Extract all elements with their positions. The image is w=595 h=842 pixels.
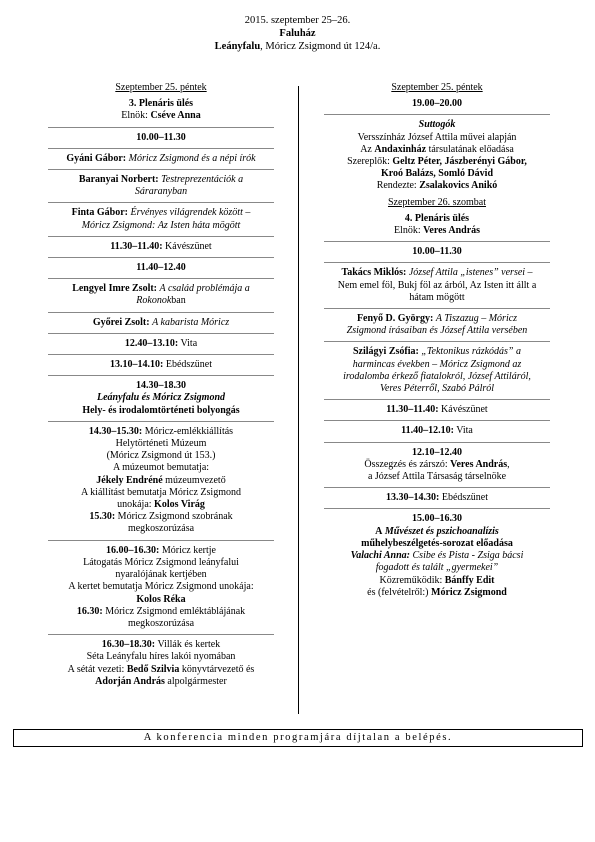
header	[0, 14, 595, 53]
separator	[48, 169, 274, 170]
separator	[48, 257, 274, 258]
separator	[324, 487, 550, 488]
separator	[48, 148, 274, 149]
talk: Szilágyi Zsófia: „Tektonikus rázkódás” a harmincas években – Móricz Zsigmond az irodalomba érkező fiatalokról, József Attiláról, Veres Péterről, Szabó Pálról	[343, 346, 531, 395]
separator	[48, 202, 274, 203]
separator	[48, 127, 274, 128]
program-event: 16.30–18.30: Villák és kertek Séta Leányfalu híres lakói nyomában A sétát vezeti: Bedő Szilvia könyvtárvezető és Adorján András alpolgármester	[67, 639, 255, 687]
talk: Baranyai Norbert: Testreprezentációk a Sáraranyban	[78, 174, 244, 198]
break-item: 13.10–14.10: Ebédszünet	[110, 359, 212, 371]
venue-address: Leányfalu, Móricz Zsigmond út 124/a.	[214, 41, 381, 52]
session-heading: 4. Plenáris ülés Elnök: Veres András	[393, 212, 481, 237]
talk: Lengyel Imre Zsolt: A család problémája a Rokonokban	[72, 283, 250, 307]
time-slot: 10.00–11.30	[136, 131, 186, 143]
time-slot: 19.00–20.00	[412, 98, 462, 110]
separator	[48, 375, 274, 376]
separator	[324, 420, 550, 421]
event-date: 2015. szeptember 25–26.	[244, 15, 351, 26]
workshop: 15.00–16.30 A Művészet és pszichoanalízis műhelybeszélgetés-sorozat előadása Valachi Anna: Csibe és Pista - Zsiga bácsi fogadott és talált „gyermekei” Közreműködik: Bánffy Edit és (felvételről:) Móricz Zsigmond	[350, 513, 524, 598]
break-item: 11.30–11.40: Kávészünet	[110, 240, 212, 252]
separator	[48, 278, 274, 279]
day-heading: Szeptember 26. szombat	[387, 196, 487, 208]
break-item: 12.40–13.10: Vita	[124, 337, 198, 349]
program-heading: 14.30–18.30 Leányfalu és Móricz Zsigmond Hely- és irodalomtörténeti bolyongás	[82, 380, 240, 416]
performance: Suttogók Versszínház József Attila művei alapján Az Andaxinház társulatának előadása Szereplők: Geltz Péter, Jászberényi Gábor, Kroó Balázs, Somló Dávid Rendezte: Zsalakovics Anikó	[347, 119, 527, 192]
separator	[48, 634, 274, 635]
talk: Takács Miklós: József Attila „istenes” versei – Nem emel föl, Bukj föl az árból, Az Isten itt állt a hátam mögött	[337, 267, 537, 303]
separator	[324, 341, 550, 342]
separator	[324, 442, 550, 443]
program-event: 16.00–16.30: Móricz kertje Látogatás Móricz Zsigmond leányfalui nyaralójának kertjében A kertet bemutatja Móricz Zsigmond unokája: Kolos Réka 16.30: Móricz Zsigmond emléktáblájának megkoszorúzása	[68, 544, 254, 629]
break-item: 11.40–12.10: Vita	[401, 425, 473, 437]
separator	[324, 508, 550, 509]
separator	[48, 333, 274, 334]
separator	[324, 241, 550, 242]
separator	[48, 540, 274, 541]
talk: Győrei Zsolt: A kabarista Móricz	[92, 316, 230, 328]
program-event: 14.30–15.30: Móricz-emlékkiállítás Helytörténeti Múzeum (Móricz Zsigmond út 153.) A múzeumot bemutatja: Jékely Endréné múzeumvezető A kiállítást bemutatja Móricz Zsigmond unokája: Kolos Virág 15.30: Móricz Zsigmond szobrának megkoszorúzása	[81, 425, 241, 535]
talk: Finta Gábor: Érvényes világrendek között – Móricz Zsigmond: Az Isten háta mögött	[71, 207, 251, 231]
talk: Fenyő D. György: A Tiszazug – Móricz Zsigmond írásaiban és József Attila versében	[346, 313, 528, 337]
separator	[324, 308, 550, 309]
separator	[324, 262, 550, 263]
separator	[48, 236, 274, 237]
left-column	[30, 82, 292, 688]
closing-remarks: 12.10–12.40 Összegzés és zárszó: Veres András, a József Attila Társaság társelnöke	[364, 446, 510, 483]
column-divider	[298, 86, 299, 714]
separator	[48, 312, 274, 313]
day-heading: Szeptember 25. péntek	[391, 82, 483, 93]
right-column	[306, 82, 568, 599]
separator	[48, 421, 274, 422]
footer-notice: A konferencia minden programjára díjtalan a belépés.	[13, 729, 583, 747]
time-slot: 10.00–11.30	[412, 246, 462, 258]
break-item: 11.30–11.40: Kávészünet	[386, 404, 488, 416]
talk: Gyáni Gábor: Móricz Zsigmond és a népi írók	[66, 152, 256, 164]
break-item: 13.30–14.30: Ebédszünet	[386, 492, 488, 504]
venue-name: Faluház	[279, 28, 316, 39]
session-heading: 3. Plenáris ülés Elnök: Cséve Anna	[121, 98, 201, 122]
day-heading: Szeptember 25. péntek	[115, 82, 207, 93]
separator	[324, 399, 550, 400]
time-slot: 11.40–12.40	[136, 262, 186, 274]
separator	[48, 354, 274, 355]
separator	[324, 114, 550, 115]
